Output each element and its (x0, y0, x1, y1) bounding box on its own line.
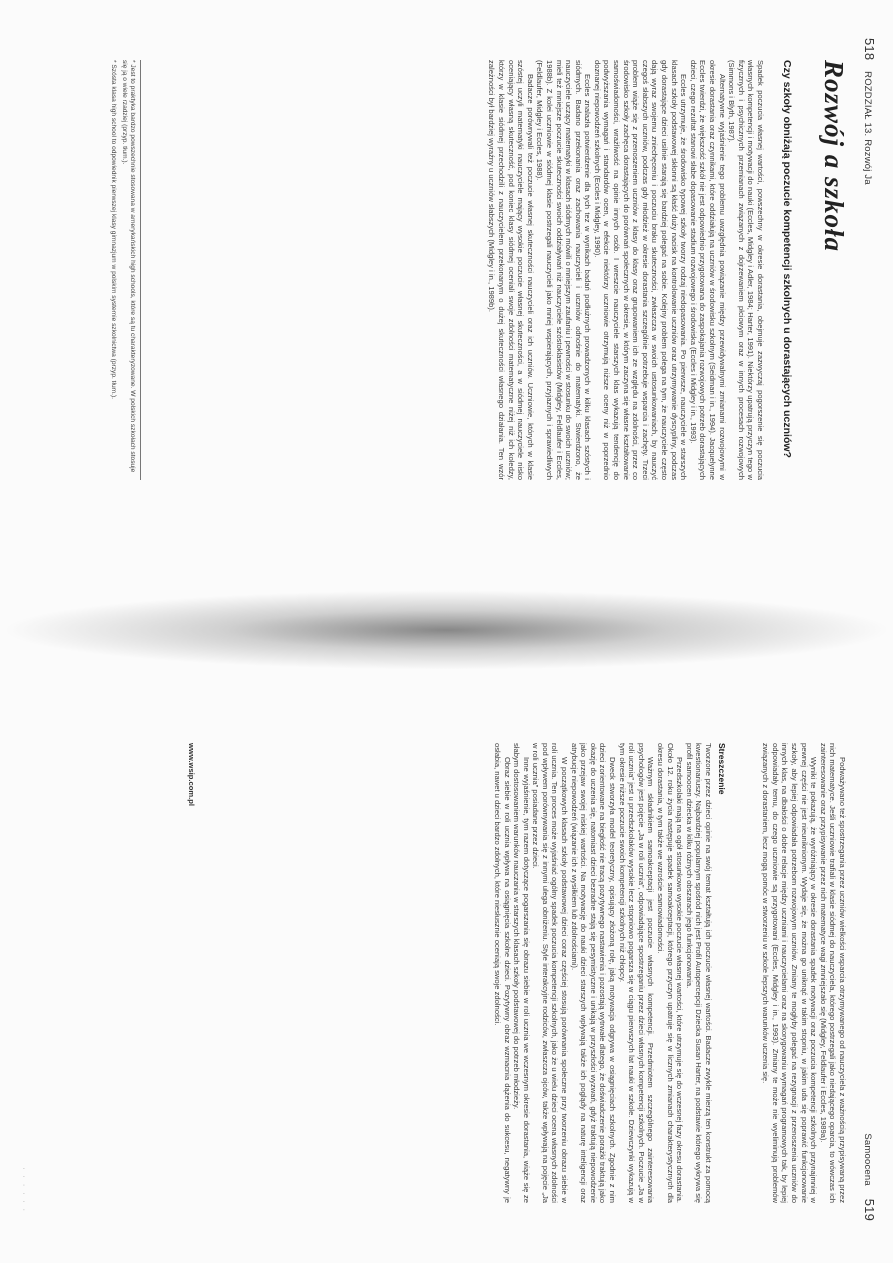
paragraph: Inne wyjaśnienie, tym razem dotyczące pogarszania się obrazu siebie w roli ucznia we wczesnym okresie dorastania, wiąże się ze słabym dostosowaniem warunków nauczania w starszych klasach szkoły podstawowej do potrzeb młodzieży. (512, 743, 531, 1203)
paragraph: Tworzone przez dzieci opinie na swój temat kształtują ich poczucie własnej wartości. Badacze zwykle mierzą ten konstrukt za pomocą kwestionariuszy. Najbardziej popularnym spośród nich jest Profil Autopercepcji Dziecka Susan Harter, na podstawie którego wykrywa się profil samoocen dziecka w kilku różnych obszarach jego funkcjonowania. (684, 743, 713, 1203)
section-title: Czy szkoły obniżają poczucie kompetencji szkolnych u dorastających uczniów? (781, 60, 793, 458)
running-head-right-text: Samoocena (862, 1133, 873, 1186)
paragraph: Ważnym składnikiem samoakceptacji jest poczucie własnych kompetencji. Przedmiotem szczególnego zainteresowania psychologów jest pojęcie „Ja w roli ucznia”, odpowiadające spostrzeganiu przez dzieci własnych kompetencji szkolnych. Poczucie „Ja w roli ucznia” jest u przedszkolaków wysokie lecz stopniowo pogarsza się w ciągu pierwszych lat nauki w szkole. Dziewczynki wykazują w tym okresie niższe poczucie swoich kompetencji szkolnych niż chłopcy. (617, 743, 656, 1203)
paragraph: Badacze porównywali też poczucie własnej skuteczności nauczycieli oraz ich uczniów. Uczniowie, których w klasie szóstej uczyli matematyki nauczyciele mający wysokie poczucie własnej skuteczności, a w siódmej nauczyciele nisko oceniający własną skuteczność, pod koniec klasy siódmej oceniali swoje zdolności matematyczne niżej niż ich koledzy, którzy w klasie siódmej przechodzili z nauczycielem przekonanym o dużej skuteczności własnego działania. Ten wzór zależności był bardziej wyraźny u uczniów słabszych (Midgley i in., 1989b). (487, 60, 535, 480)
paragraph: W początkowych klasach szkoły podstawowej dzieci coraz częściej stosują porównania społeczne przy tworzeniu obrazu siebie w roli ucznia. Ten proces może wyjaśniać ogólny spadek poczucia kompetencji szkolnych, jako że u wielu dzieci ocena własnych zdolności pod wpływem porównywania się z innymi ulega obniżeniu. Style interakcyjne rodziców, zwłaszcza ojców, także wpływają na pojęcie „Ja w roli ucznia” posiadane przez dzieci. (531, 743, 570, 1203)
paragraph: Dweck stworzyła model teoretyczny, opisujący złożoną rolę, jaką motywacja odgrywa w osiągnięciach szkolnych. Zgodnie z nim dzieci zorientowane na biegłość nie tracą pozytywnego nastawienia i pozostają wytrwałe dlatego, że doświadczenie porażki traktują jako okazję do uczenia się, natomiast dzieci bezradne stają się pesymistyczne i unikają w przyszłości wyzwań, gdyż traktują niepowodzenie jako przejaw swojej niskiej wartości. Na motywację do nauki dzieci starszych wpływają także ich poglądy na naturę inteligencji oraz atrybucje niepowodzeń (wiązanie ich z wysiłkiem lub zdolnościami). (569, 743, 618, 1203)
paragraph: Podważywano też spostrzegania przez uczniów wielkości wsparcia otrzymywanego od nauczyciela z ważnością przypisywaną przez nich matematyce. Jeśli uczniowie trafiali w klasie siódmej do nauczyciela, którego postrzegali jako niedającego oparcia, to wówczas ich zainteresowanie oraz przypisywanie przez nich matematyce wagi zmniejszało się (Midgley, Feldlaufer i Eccles, 1989a). (818, 743, 847, 1203)
footnote: * Szósta klasa high school to odpowiednik pierwszej klasy gimnazjum w polskim systemie szkolnictwa (przyp. tłum.). (110, 60, 118, 399)
summary-heading: Streszczenie (717, 743, 727, 795)
paragraph: Eccles utrzymuje, że środowisko typowej szkoły tworzy rodzaj niedopasowania. Po pierwsze, nauczyciele w starszych klasach szkoły podstawowej skłonni są kłaść duży nacisk na kontrolowanie uczniów oraz utrzymywanie dyscypliny, podczas gdy dorastające dzieci usilnie starają się bardziej polegać na sobie. Kolejny problem polega na tym, że nauczyciele często dają wyraz swojemu zniechęceniu i poczuciu braku skuteczności, zwłaszcza w swoich ustosunkowaniach, by nauczyć czegoś słabszych uczniów, podczas gdy młodzież w okresie dorastania szczególnie potrzebuje wsparcia i zachęty. Trzeci problem wiąże się z przenoszeniem uczniów z klasy do klasy oraz grupowaniem ich ze względu na zdolności, przez co środowisko szkoły zachęca dorastających do porównań społecznych w okresie, w którym zaczyna się własne kształtowanie samoświadomości, wrażliwość na opinie innych osób. I wreszcie nauczyciele starszych klas wykazują tendencję do podwyższania wymagań i standardów ocen, w efekcie niektórzy uczniowie otrzymują niższe oceny niż w poprzednio doznanej niepowodzeń szkolnych (Eccles i Midgley, 1990). (592, 60, 689, 480)
running-head-right (862, 1133, 877, 1221)
summary-body-text (213, 743, 713, 1203)
right-body-text-top (739, 743, 847, 1203)
paragraph: Obraz siebie w roli ucznia wpływa na osiągnięcia szkolne dzieci. Pozytywny obraz wzmacnia dążenia do sukcesu, negatywny je osłabia, nawet u dzieci bardzo zdolnych, które niesłusznie oceniają swoje zdolności. (492, 743, 512, 1203)
publisher-url: www.wsip.com.pl (187, 743, 196, 807)
left-body-text (155, 60, 765, 480)
paragraph: Spadek poczucia własnej wartości, powszechny w okresie dorastania, obejmuje zazwyczaj pogorszenie się poczucia własnych kompetencji i motywacji do nauki (Eccles, Midgley i Adler, 1984; Harter, 1991). Niektórzy upatrują przyczyn tego w fizycznych i psychicznych przemianach związanych z dojrzewaniem płciowym oraz w innych procesach rozwojowych (Simmons i Blyth, 1987). (727, 60, 765, 480)
paragraph: Wyniki te pokazują, że wyróżniający w okresie dorastania spadek motywacji oraz poczucia kompetencji szkolnych przynajmniej w pewnej części nie jest nieuniknionym. Wydaje się, że można go uniknąć w takim stopniu, w jakim uda się poprawić funkcjonowanie szkoły, aby lepiej odpowiadała potrzebom rozwojowym uczniów. Zmiany te mogłyby polegać na rezygnacji z przenoszenia uczniów do innych klas, na dbałości o dobre relacje między uczniami i nauczycielami oraz na skorygowaniu wymagań programowych tak, by lepiej odpowiadały temu, do czego uczniowie są przygotowani (Eccles, Midgley i in., 1993). Zmiany te może nie wyeliminują problemów związanych z dorastaniem, lecz mogą pomóc w stworzeniu w szkole lepszych warunków uczenia się. (761, 743, 819, 1203)
footnotes (107, 60, 141, 480)
chapter-title: Rozwój a szkoła (819, 60, 849, 253)
footnote: * Jest to praktyka bardzo powszechnie stosowana w amerykańskich high schools, które są tu charakteryzowane. W polskich szkołach stosuje się ją o wiele rzadziej (przyp. tłum.). (120, 60, 136, 473)
paragraph: Alternatywne wyjaśnienie tego problemu uwzględnia powiązanie między przewidywalnymi zmianami rozwojowymi w okresie dorastania oraz czynnikami, które oddziałują na uczniów w środowisku szkolnym (Seidman i in., 1994). Jacquelynne Eccles twierdzi, że większość szkół nie jest odpowiednio przygotowana do zaspokajania rozwojowych potrzeb dorastających dzieci, czego rezultat stanowi słabe dopasowanie stadium rozwojowego i środowiska (Eccles i Midgley i in., 1993). (688, 60, 727, 480)
running-head-left (862, 38, 877, 185)
left-page (0, 0, 893, 630)
corner-mark: · · · · · · (20, 1167, 27, 1213)
paragraph: Przedszkolaki mają na ogół stosunkowo wysokie poczucie własnej wartości, które utrzymuje się do wczesnej fazy okresu dorastania. Około 12. roku życia następuje spadek samoakceptacji, którego przyczyn upatruje się w licznych zmianach charakterystycznych dla okresu dorastania, w tym także we wzroście samowiadomości. (656, 743, 685, 1203)
paragraph: Eccles znalazła potwierdzenie dla tych tez w wynikach badań podłużnych prowadzonych w kilku klasach szóstych i siódmych. Badano przekonania oraz zachowania nauczycieli i uczniów odnośnie do matematyki. Stwierdzono, że nauczyciele uczący matematyki w klasach siódmych mówili o mniejszym zaufaniu i pewności w stosunku do swoich uczniów; mieli też mniejsze poczucie skuteczności swoich oddziaływań niż nauczyciele szóstoklasistów (Midgley, Feldlaufer i Eccles, 1988b). Z kolei uczniowie w siódmej klasie postrzegali nauczycieli jako mniej wspierających, przyjaznych i sprawiedliwych (Feldlaufer, Midgley i Eccles, 1988). (535, 60, 593, 480)
right-page (0, 633, 893, 1263)
page-number-right: 519 (862, 1198, 877, 1221)
running-head-left-text: ROZDZIAŁ 13. Rozwój Ja (862, 71, 873, 185)
page-number-left: 518 (862, 38, 877, 61)
